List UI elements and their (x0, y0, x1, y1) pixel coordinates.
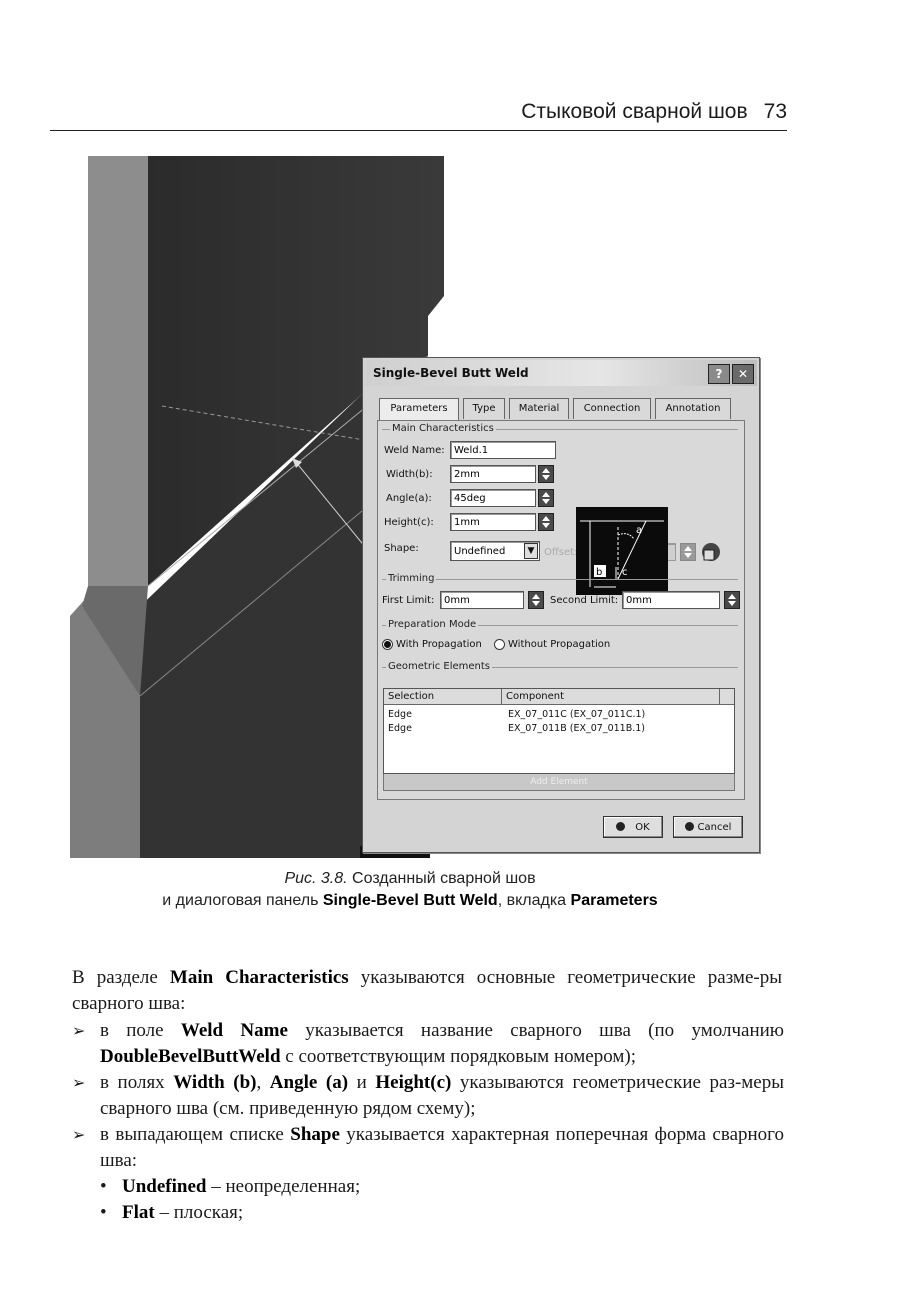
width-input[interactable]: 2mm (450, 465, 536, 483)
b3-term: Shape (290, 1124, 340, 1145)
cancel-label: Cancel (697, 822, 732, 833)
running-head (0, 100, 787, 124)
dot-bullet-icon: • (100, 1176, 107, 1197)
tab-annotation[interactable]: Annotation (655, 398, 731, 419)
b2-sep: , (256, 1072, 270, 1093)
sub-bullet-flat (100, 1200, 780, 1226)
offset-spinner (680, 543, 696, 561)
s2-term: Flat (122, 1202, 155, 1223)
caption-text-2c: , вкладка (497, 892, 571, 909)
weld-name-input[interactable]: Weld.1 (450, 441, 556, 459)
caption-tab-name: Parameters (570, 892, 658, 909)
height-label: Height(c): (384, 517, 434, 528)
chapter-title: Стыковой сварной шов (521, 100, 748, 123)
with-propagation-label[interactable]: With Propagation (396, 639, 482, 650)
offset-input: 1mm (606, 543, 676, 561)
shape-dropdown-arrow-icon[interactable]: ▼ (524, 543, 538, 559)
figure-caption-line-2 (0, 892, 820, 910)
figure-caption-line-1 (0, 870, 820, 888)
single-bevel-butt-weld-dialog (362, 357, 760, 853)
angle-spinner[interactable] (538, 489, 554, 507)
b2-height: Height(c) (375, 1072, 452, 1093)
add-element-button[interactable]: Add Element (383, 774, 735, 791)
b2-width: Width (b) (173, 1072, 257, 1093)
table-row-1-selection[interactable]: Edge (388, 709, 412, 720)
second-limit-input[interactable]: 0mm (622, 591, 720, 609)
paragraph-main-characteristics (72, 965, 782, 1017)
geometric-elements-title: Geometric Elements (388, 661, 491, 672)
schema-label-b: b (596, 567, 603, 578)
schema-label-a: a (636, 525, 643, 536)
column-header-filler (720, 689, 734, 705)
s1-term: Undefined (122, 1176, 207, 1197)
first-limit-label: First Limit: (382, 595, 435, 606)
caption-text-1: Созданный сварной шов (352, 870, 536, 887)
height-spinner[interactable] (538, 513, 554, 531)
s2-text: – плоская; (154, 1202, 244, 1223)
cancel-icon (685, 822, 694, 831)
ok-label: OK (635, 822, 650, 833)
b3-text-a: в выпадающем списке (100, 1124, 291, 1145)
height-input[interactable]: 1mm (450, 513, 536, 531)
preparation-mode-title: Preparation Mode (388, 619, 477, 630)
geometric-elements-table[interactable] (383, 688, 735, 774)
bullet-width-angle-height (72, 1070, 784, 1122)
caption-dialog-name: Single-Bevel Butt Weld (322, 892, 498, 909)
header-rule (50, 130, 787, 131)
caption-text-2a: и диалоговая панель (162, 892, 323, 909)
angle-input[interactable]: 45deg (450, 489, 536, 507)
without-propagation-radio[interactable] (494, 639, 505, 650)
help-button[interactable]: ? (708, 364, 730, 384)
page-number: 73 (763, 100, 787, 123)
ok-button[interactable] (603, 816, 663, 838)
b1-text-c: указывается название сварного шва (по умолчанию (287, 1020, 784, 1041)
sketch-tool-icon[interactable] (700, 541, 722, 563)
schema-label-c: c (622, 567, 628, 578)
b2-text-g: указываются геометрические раз-меры сварного шва (см. приведенную рядом схему); (100, 1072, 785, 1119)
dialog-titlebar[interactable] (365, 360, 757, 386)
without-propagation-label[interactable]: Without Propagation (508, 639, 611, 650)
width-spinner[interactable] (538, 465, 554, 483)
second-limit-spinner[interactable] (724, 591, 740, 609)
b1-default-name: DoubleBevelButtWeld (100, 1046, 281, 1067)
arrow-bullet-icon: ➢ (72, 1021, 86, 1040)
p1-term: Main Characteristics (169, 967, 349, 988)
ok-icon (616, 822, 625, 831)
column-header-component[interactable]: Component (502, 689, 720, 705)
b2-angle: Angle (a) (269, 1072, 349, 1093)
width-label: Width(b): (386, 469, 433, 480)
tab-type[interactable]: Type (463, 398, 505, 419)
weld-schema-image (576, 507, 668, 595)
first-limit-spinner[interactable] (528, 591, 544, 609)
cancel-button[interactable] (673, 816, 743, 838)
b2-and: и (348, 1072, 376, 1093)
p1-text-a: В разделе (72, 967, 170, 988)
table-row-2-component[interactable]: EX_07_011B (EX_07_011B.1) (508, 723, 645, 734)
second-limit-label: Second Limit: (550, 595, 619, 606)
table-row-2-selection[interactable]: Edge (388, 723, 412, 734)
shape-label: Shape: (384, 543, 419, 554)
tab-material[interactable]: Material (509, 398, 569, 419)
main-characteristics-title: Main Characteristics (392, 423, 494, 434)
with-propagation-radio[interactable] (382, 639, 393, 650)
p1-text-c: указываются основные геометрические разме-ры сварного шва: (72, 967, 782, 1014)
close-button[interactable]: ✕ (732, 364, 754, 384)
offset-label: Offset: (544, 547, 578, 558)
bullet-weld-name (72, 1018, 784, 1070)
arrow-bullet-icon: ➢ (72, 1073, 86, 1092)
tab-connection[interactable]: Connection (573, 398, 651, 419)
dialog-title: Single-Bevel Butt Weld (373, 366, 529, 380)
b2-text-a: в полях (100, 1072, 174, 1093)
weld-name-label: Weld Name: (384, 445, 445, 456)
b1-term: Weld Name (180, 1020, 288, 1041)
shape-select[interactable]: Undefined (450, 541, 540, 561)
angle-label: Angle(a): (386, 493, 432, 504)
trimming-title: Trimming (388, 573, 435, 584)
arrow-bullet-icon: ➢ (72, 1125, 86, 1144)
table-row-1-component[interactable]: EX_07_011C (EX_07_011C.1) (508, 709, 646, 720)
b3-text-c: указывается характерная поперечная форма сварного шва: (100, 1124, 784, 1171)
dot-bullet-icon: • (100, 1202, 107, 1223)
b1-text-a: в поле (100, 1020, 181, 1041)
b1-text-e: с соответствующим порядковым номером); (280, 1046, 636, 1067)
part-side-strip (88, 156, 148, 586)
column-header-selection[interactable]: Selection (384, 689, 502, 705)
tab-parameters[interactable]: Parameters (379, 398, 459, 421)
sub-bullet-undefined (100, 1174, 780, 1200)
figure-number: Рис. 3.8. (284, 870, 348, 887)
bullet-shape (72, 1122, 784, 1174)
s1-text: – неопределенная; (206, 1176, 361, 1197)
first-limit-input[interactable]: 0mm (440, 591, 524, 609)
